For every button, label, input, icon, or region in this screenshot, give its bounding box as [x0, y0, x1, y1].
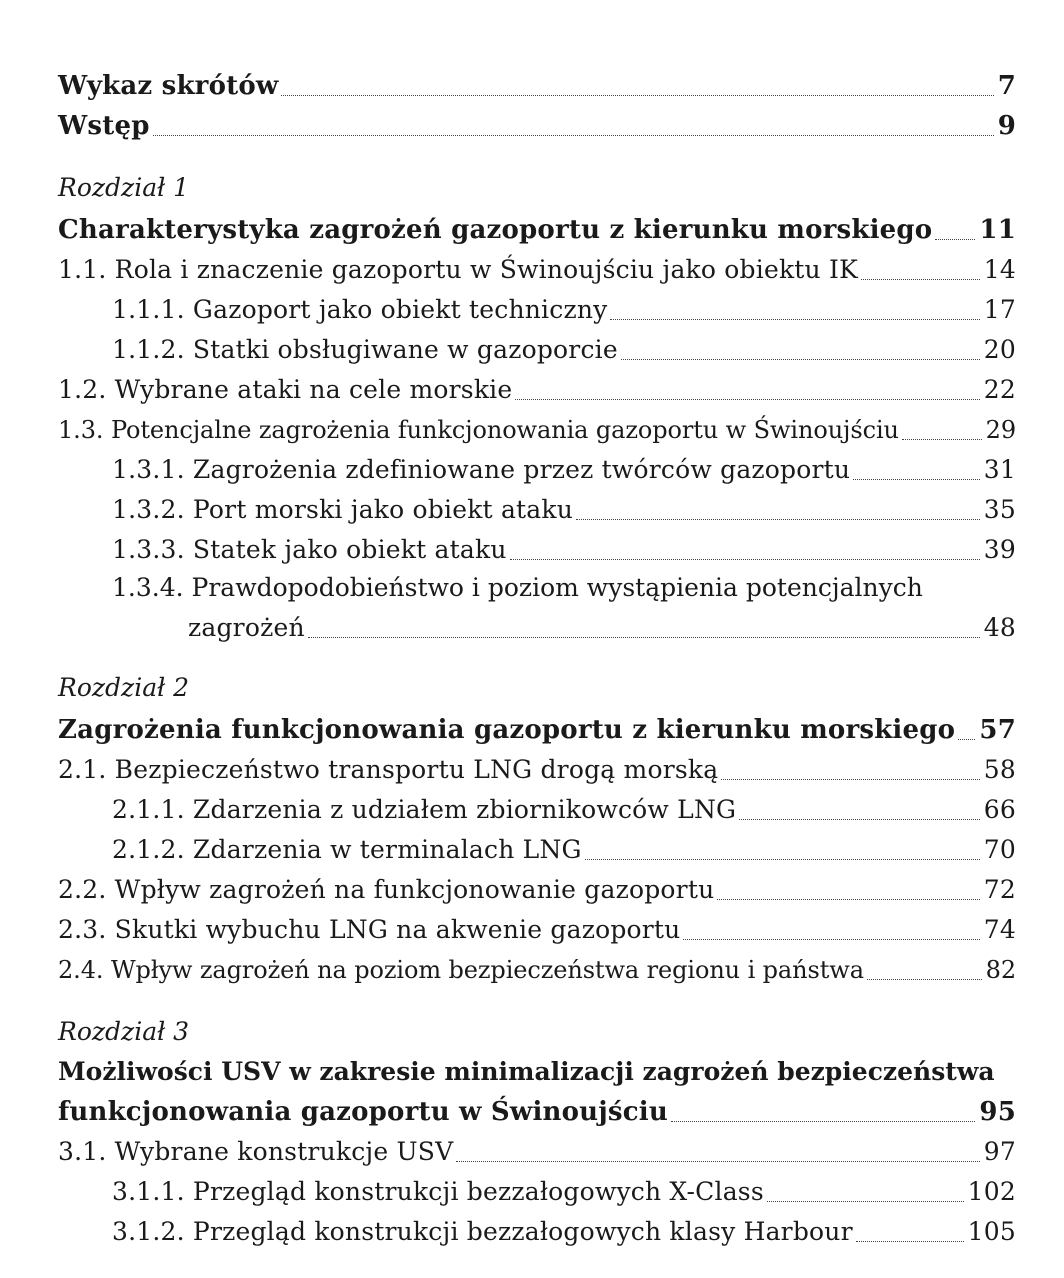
section-number: 2.2.	[58, 875, 107, 904]
dot-leader	[515, 398, 979, 400]
toc-entry-front	[0, 66, 1064, 106]
dot-leader	[861, 278, 980, 280]
toc-entry	[0, 910, 1064, 950]
section-title: Zagrożenia zdefiniowane przez twórców gazoportu	[192, 455, 851, 484]
toc-entry	[0, 870, 1064, 910]
chapter-title-continued: funkcjonowania gazoportu w Świnoujściu	[58, 1097, 668, 1127]
toc-title: Wykaz skrótów	[58, 71, 279, 101]
section-number: 1.1.	[58, 255, 107, 284]
toc-page-number: 7	[997, 71, 1016, 101]
toc-entry	[0, 250, 1064, 290]
section-title: Statki obsługiwane w gazoporcie	[192, 335, 618, 364]
toc-page-number: 82	[985, 956, 1016, 984]
toc-entry-continuation	[0, 608, 1064, 648]
toc-entry	[0, 830, 1064, 870]
toc-page-number: 35	[983, 495, 1016, 524]
section-title: Potencjalne zagrożenia funkcjonowania gazoportu w Świnoujściu	[110, 416, 899, 444]
section-number: 3.1.	[58, 1137, 107, 1166]
section-title: Wybrane konstrukcje USV	[114, 1137, 454, 1166]
toc-entry	[0, 1212, 1064, 1252]
dot-leader	[308, 636, 980, 638]
toc-entry	[0, 450, 1064, 490]
toc-page-number: 29	[985, 416, 1016, 444]
dot-leader	[856, 1240, 964, 1242]
toc-page-number: 57	[979, 715, 1016, 745]
toc-page-number: 58	[983, 755, 1016, 784]
dot-leader	[935, 238, 975, 240]
section-number: 3.1.2.	[112, 1217, 185, 1246]
toc-page-number: 105	[967, 1217, 1016, 1246]
toc-entry	[0, 410, 1064, 450]
dot-leader	[456, 1160, 979, 1162]
dot-leader	[671, 1120, 975, 1122]
toc-page-number: 74	[983, 915, 1016, 944]
section-number: 2.3.	[58, 915, 107, 944]
toc-page-number: 17	[983, 295, 1016, 324]
toc-entry-first-line	[112, 568, 923, 608]
section-number: 2.1.1.	[112, 795, 185, 824]
section-title: Przegląd konstrukcji bezzałogowych klasy Harbour	[192, 1217, 853, 1246]
section-number: 1.3.2.	[112, 495, 185, 524]
section-number: 3.1.1.	[112, 1177, 185, 1206]
chapter-label: Rozdział 1	[58, 173, 190, 202]
section-number: 1.1.2.	[112, 335, 185, 364]
section-title: Zdarzenia z udziałem zbiornikowców LNG	[192, 795, 737, 824]
section-title: Wpływ zagrożeń na poziom bezpieczeństwa regionu i państwa	[110, 956, 864, 984]
toc-entry	[0, 530, 1064, 570]
dot-leader	[717, 898, 979, 900]
section-title: Przegląd konstrukcji bezzałogowych X-Class	[192, 1177, 764, 1206]
section-number: 1.3.4.	[112, 573, 184, 602]
dot-leader	[853, 478, 980, 480]
section-number: 1.3.3.	[112, 535, 185, 564]
section-title: Gazoport jako obiekt techniczny	[192, 295, 608, 324]
toc-entry	[0, 370, 1064, 410]
section-title: Prawdopodobieństwo i poziom wystąpienia potencjalnych	[191, 573, 923, 602]
section-title: Bezpieczeństwo transportu LNG drogą morską	[114, 755, 719, 784]
toc-page-number: 66	[983, 795, 1016, 824]
toc-page-number: 70	[983, 835, 1016, 864]
toc-page-number: 95	[979, 1097, 1016, 1127]
toc-entry-front	[0, 106, 1064, 146]
toc-page-number: 22	[983, 375, 1016, 404]
chapter-title-first-line: Możliwości USV w zakresie minimalizacji zagrożeń bezpieczeństwa	[58, 1057, 995, 1086]
chapter-heading	[0, 1092, 1064, 1132]
section-title: Wybrane ataki na cele morskie	[114, 375, 513, 404]
toc-entry	[0, 1132, 1064, 1172]
chapter-label: Rozdział 3	[58, 1017, 190, 1046]
toc-page-number: 11	[979, 215, 1016, 245]
section-number: 1.1.1.	[112, 295, 185, 324]
toc-page-number: 20	[983, 335, 1016, 364]
dot-leader	[510, 558, 980, 560]
section-title: Rola i znaczenie gazoportu w Świnoujściu jako obiektu IK	[114, 255, 858, 284]
section-number: 1.2.	[58, 375, 107, 404]
toc-page-number: 14	[983, 255, 1016, 284]
chapter-heading	[0, 210, 1064, 250]
dot-leader	[576, 518, 980, 520]
chapter-title: Charakterystyka zagrożeń gazoportu z kierunku morskiego	[58, 215, 933, 245]
toc-page-number: 97	[983, 1137, 1016, 1166]
dot-leader	[683, 938, 979, 940]
chapter-heading	[0, 710, 1064, 750]
toc-entry	[0, 790, 1064, 830]
toc-entry	[0, 290, 1064, 330]
dot-leader	[621, 358, 980, 360]
section-number: 2.1.2.	[112, 835, 185, 864]
dot-leader	[902, 438, 982, 440]
toc-page-number: 48	[983, 613, 1016, 642]
dot-leader	[153, 134, 994, 136]
section-title-continued: zagrożeń	[188, 613, 305, 642]
toc-page-number: 31	[983, 455, 1016, 484]
section-title: Port morski jako obiekt ataku	[192, 495, 574, 524]
dot-leader	[739, 818, 980, 820]
section-number: 2.1.	[58, 755, 107, 784]
dot-leader	[610, 318, 979, 320]
chapter-title: Zagrożenia funkcjonowania gazoportu z kierunku morskiego	[58, 715, 956, 745]
toc-page-number: 72	[983, 875, 1016, 904]
toc-entry	[0, 330, 1064, 370]
dot-leader	[585, 858, 980, 860]
toc-entry	[0, 1172, 1064, 1212]
dot-leader	[767, 1200, 964, 1202]
chapter-label: Rozdział 2	[58, 673, 190, 702]
dot-leader	[958, 738, 975, 740]
toc-title: Wstęp	[58, 111, 150, 141]
toc-page-number: 102	[967, 1177, 1016, 1206]
dot-leader	[867, 978, 982, 980]
toc-entry	[0, 950, 1064, 990]
toc-page-number: 39	[983, 535, 1016, 564]
section-number: 1.3.1.	[112, 455, 185, 484]
section-title: Statek jako obiekt ataku	[192, 535, 507, 564]
section-title: Wpływ zagrożeń na funkcjonowanie gazoportu	[114, 875, 715, 904]
section-number: 2.4.	[58, 956, 104, 984]
dot-leader	[721, 778, 979, 780]
section-number: 1.3.	[58, 416, 104, 444]
toc-entry	[0, 490, 1064, 530]
toc-entry	[0, 750, 1064, 790]
toc-page-number: 9	[997, 111, 1016, 141]
section-title: Skutki wybuchu LNG na akwenie gazoportu	[114, 915, 681, 944]
dot-leader	[281, 94, 993, 96]
section-title: Zdarzenia w terminalach LNG	[192, 835, 582, 864]
